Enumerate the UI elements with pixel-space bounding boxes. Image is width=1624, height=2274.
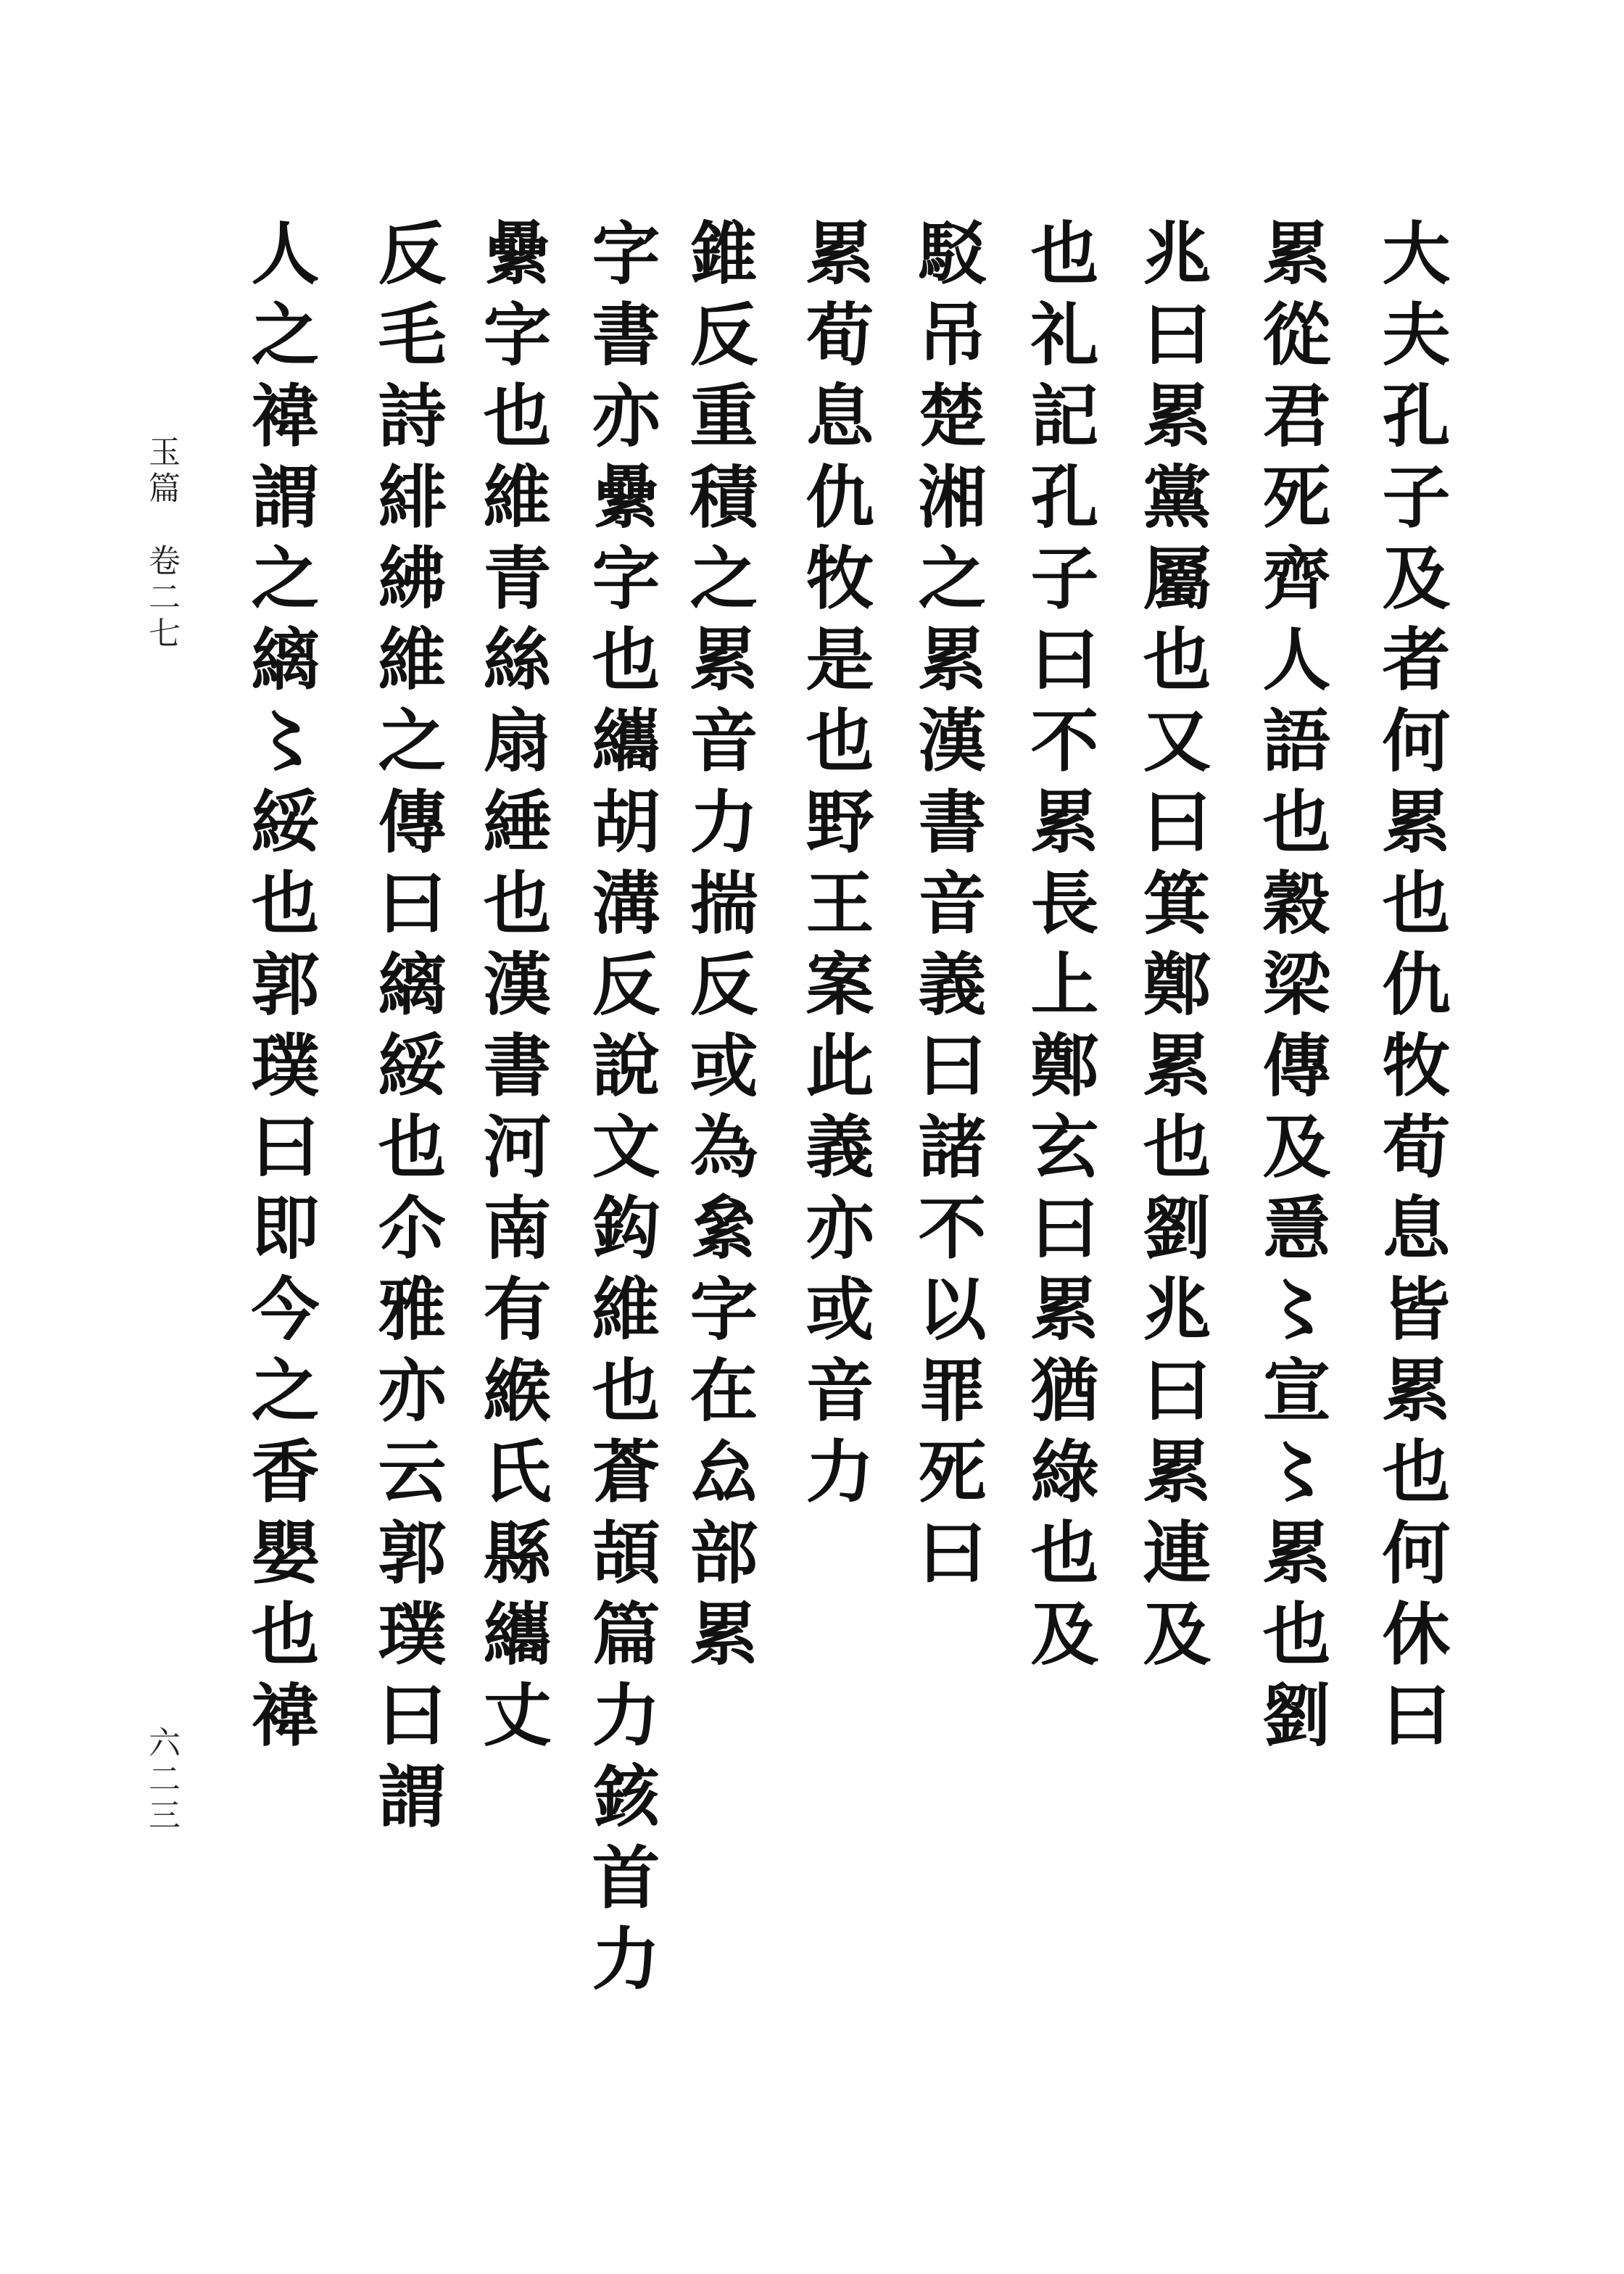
text-column-6: 累荀息仇牧是也野王案此義亦或音力 xyxy=(794,218,874,1517)
running-title: 玉篇 卷二七 xyxy=(143,435,180,653)
text-column-5: 駁吊楚湘之累漢書音義曰諸不以罪死曰 xyxy=(906,218,986,1598)
text-column-2: 累從君死齊人語也穀梁傳及㥯〻宣〻累也劉 xyxy=(1251,218,1330,1761)
text-column-11: 人之褘謂之縭〻綏也郭璞曰即今之香嬰也褘 xyxy=(239,218,319,1761)
text-column-8: 字書亦纍字也纗胡溝反說文鈎維也蒼頡篇力䤤首力 xyxy=(580,218,660,2004)
text-column-7: 錐反重積之累音力揣反或為絫字在厽部累 xyxy=(678,218,758,1679)
text-column-3: 兆曰累黨屬也又曰箕鄭累也劉兆曰累連及 xyxy=(1131,218,1211,1679)
text-column-4: 也礼記孔子曰不累長上鄭玄曰累猶綠也及 xyxy=(1019,218,1098,1679)
text-column-1: 大夫孔子及者何累也仇牧荀息皆累也何休曰 xyxy=(1370,218,1450,1761)
text-column-10: 反毛詩緋紼維之傳曰縭綏也尒雅亦云郭璞曰謂 xyxy=(366,218,446,1842)
text-column-9: 纍字也維青絲扇綞也漢書河南有緱氏縣纗丈 xyxy=(471,218,551,1761)
page-number: 六二三 xyxy=(143,1726,180,1835)
